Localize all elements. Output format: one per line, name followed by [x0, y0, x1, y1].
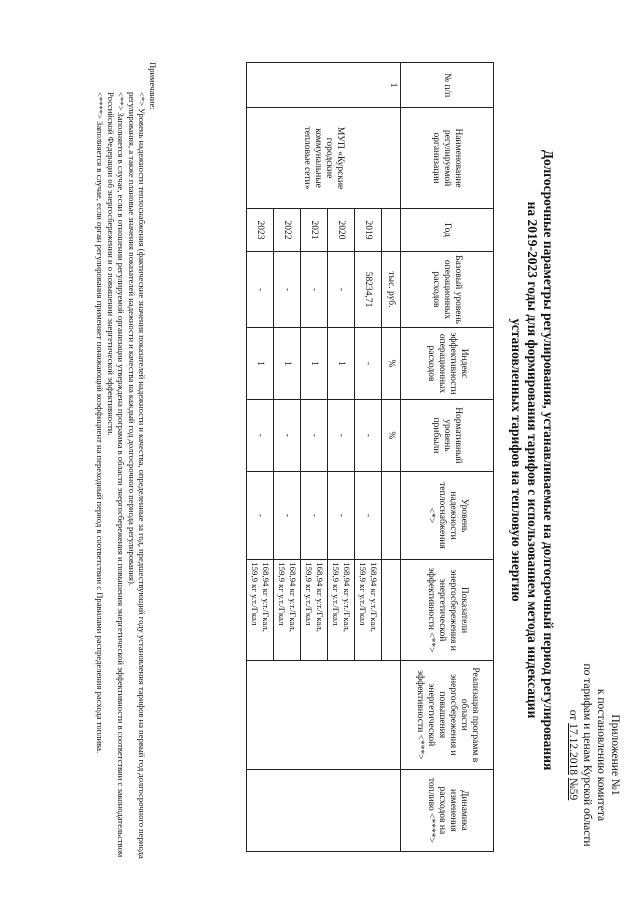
cell-num: 1: [247, 63, 401, 108]
cell-base: 58234,71: [355, 252, 382, 328]
cell-index: -: [355, 328, 382, 400]
units-empty: [382, 560, 401, 661]
cell-profit: -: [328, 399, 355, 471]
cell-base: -: [301, 252, 328, 328]
cell-index: 1: [328, 328, 355, 400]
appendix-block: [566, 640, 622, 870]
cell-reliability: -: [274, 471, 301, 559]
cell-energy: 168,94 кг у.т./Гкал, 159,9 кг у.т./Гкал: [355, 560, 382, 661]
appendix-date-line: [566, 640, 580, 870]
cell-index: 1: [301, 328, 328, 400]
cell-profit: -: [301, 399, 328, 471]
cell-profit: -: [274, 399, 301, 471]
cell-profit: -: [355, 399, 382, 471]
header-programs: Реализация программ в области энергосбережения и повышения энергетической эффективности <***>: [401, 660, 494, 769]
title-line-1: Долгосрочные параметры регулирования, устанавливаемые на долгосрочный период регулирования: [541, 149, 556, 771]
cell-dynamics: [247, 769, 401, 851]
header-dynamics: Динамика изменения расходов на топливо <****>: [401, 769, 494, 851]
note-1: <*> Уровень надежности теплоснабжения (фактические значения показателей надежности и качества, определенные за год, предшествующий году установления тарифов на первый год долгосрочного периода регулирования, а также плановые значения показателей надежности и качества на каждый год долгосрочного периода регулирования).: [127, 92, 148, 859]
header-base: Базовый уровень операционных расходов: [401, 252, 494, 328]
cell-base: -: [328, 252, 355, 328]
units-empty: [382, 208, 401, 251]
cell-reliability: -: [355, 471, 382, 559]
appendix-date: 17.12.2018: [567, 723, 579, 775]
header-org: Наименование регулируемой организации: [401, 108, 494, 209]
cell-year: 2021: [301, 208, 328, 251]
header-reliability: Уровень надежности теплоснабжения <*>: [401, 471, 494, 559]
title-line-3: установленных тарифов на тепловую энергию: [509, 318, 524, 602]
header-index: Индекс эффективности операционных расходов: [401, 328, 494, 400]
cell-energy: 168,94 кг у.т./Гкал, 159,9 кг у.т./Гкал: [328, 560, 355, 661]
cell-reliability: -: [301, 471, 328, 559]
cell-energy: 168,94 кг у.т./Гкал, 159,9 кг у.т./Гкал: [301, 560, 328, 661]
header-energy: Показатели энергосбережения и энергетической эффективности <**>: [401, 560, 494, 661]
unit-profit: %: [382, 399, 401, 471]
title-line-2: на 2019-2023 годы для формирования тарифов с использованием метода индексации: [525, 201, 540, 719]
cell-energy: 168,94 кг у.т./Гкал, 159,9 кг у.т./Гкал: [274, 560, 301, 661]
cell-base: -: [247, 252, 274, 328]
cell-energy: 168,94 кг у.т./Гкал, 159,9 кг у.т./Гкал: [247, 560, 274, 661]
document-title: [508, 120, 556, 800]
cell-year: 2020: [328, 208, 355, 251]
units-empty: [382, 471, 401, 559]
cell-programs: [247, 660, 401, 769]
cell-org: МУП «Курские городские коммунальные тепловые сети»: [247, 108, 401, 209]
date-prefix: от: [567, 709, 579, 721]
notes-block: [95, 62, 158, 892]
cell-base: -: [274, 252, 301, 328]
appendix-line-1: Приложение №1: [609, 714, 621, 796]
note-2: <**> Заполняется в случае, если в отношении регулируемой организации утверждена программа в области энергосбережения и повышения энергетической эффективности в соответствии с законодательством Российской Федерации об энергосбережении и о повышении энергетической эффективности.: [106, 92, 127, 858]
notes-heading: Примечание:: [148, 62, 158, 110]
appendix-line-2: к постановлению комитета: [595, 688, 607, 822]
cell-year: 2019: [355, 208, 382, 251]
unit-index: %: [382, 328, 401, 400]
appendix-number: №59: [567, 777, 579, 801]
parameters-table: [246, 62, 494, 852]
cell-reliability: -: [247, 471, 274, 559]
header-row: [401, 63, 494, 852]
cell-reliability: -: [328, 471, 355, 559]
cell-profit: -: [247, 399, 274, 471]
unit-base: тыс. руб.: [382, 252, 401, 328]
note-3: <****> Заполняется в случае, если орган регулирования применяет понижающий коэффициент на переходный период в соответствии с Правилами распределения расхода топлива.: [95, 92, 106, 754]
header-profit: Нормативный уровень прибыли: [401, 399, 494, 471]
header-num: № п/п: [401, 63, 494, 108]
cell-index: 1: [274, 328, 301, 400]
units-row: [382, 63, 401, 852]
cell-index: 1: [247, 328, 274, 400]
header-year: Год: [401, 208, 494, 251]
appendix-line-3: по тарифам и ценам Курской области: [581, 663, 593, 847]
cell-year: 2023: [247, 208, 274, 251]
cell-year: 2022: [274, 208, 301, 251]
